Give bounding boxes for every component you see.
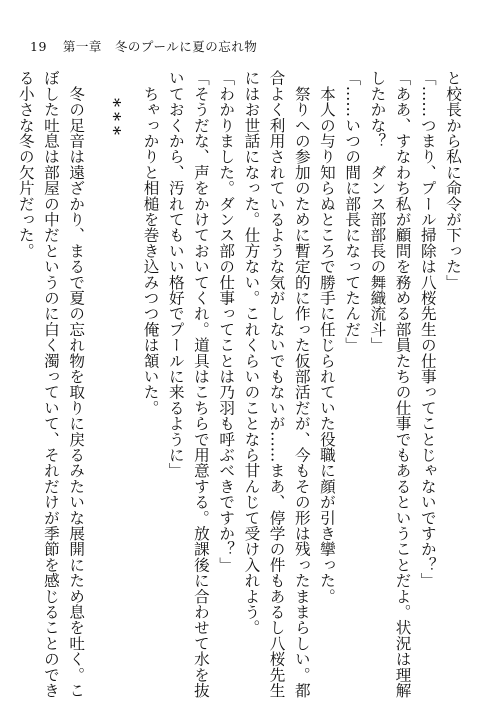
page-number: 19 — [30, 39, 47, 54]
scene-gap — [125, 70, 137, 670]
text-line: と校長から私に命令が下った」 — [444, 70, 462, 290]
text-line: 「わかりました。ダンス部の仕事ってことは乃羽も呼ぶべきですか？」 — [217, 70, 236, 573]
text-line: 本人の与り知らぬところで勝手に任じられていた役職に顔が引き攣った。 — [317, 70, 336, 604]
text-line: にはお世話になった。仕方ない。これくらいのことなら甘んじて受け入れよう。 — [242, 70, 261, 636]
chapter-title: 第一章 冬のプールに夏の忘れ物 — [62, 39, 258, 54]
scene-break-asterisks: *** — [102, 98, 124, 140]
text-line: したかな？ ダンス部部長の舞織流斗」 — [368, 70, 387, 353]
text-line: 「……つまり、プール掃除は八桜先生の仕事ってことじゃないですか？」 — [418, 70, 437, 589]
text-line: ちゃっかりと相槌を巻き込みつつ俺は頷いた。 — [141, 70, 160, 416]
text-line: 「ああ、すなわち私が顧問を務める部員たちの仕事でもあるということだよ。状況は理解 — [393, 70, 412, 698]
running-header — [30, 37, 257, 55]
vertical-text-body — [13, 70, 465, 698]
text-line: 「……いつの間に部長になってたんだ」 — [343, 70, 362, 353]
text-line: 冬の足音は遠ざかり、まるで夏の忘れ物を取りに戻るみたいな展開にため息を吐く。こ — [67, 70, 86, 698]
text-line: 合よく利用されているような気がしないでもないが……まあ、停学の件もあるし八桜先生 — [267, 70, 286, 698]
text-line: いておくから、汚れてもいい格好でプールに来るように」 — [166, 70, 185, 479]
scene-gap — [88, 70, 100, 670]
text-line: 「そうだな、声をかけておいてくれ。道具はこちらで用意する。放課後に合わせて水を抜 — [191, 70, 210, 698]
text-line: ぼした吐息は部屋の中だというのに白く濁っていて、それだけが季節を感じることのでき — [41, 70, 60, 698]
text-line: る小さな冬の欠片だった。 — [16, 70, 35, 259]
text-line: 祭りへの参加のために暫定的に作った仮部活だが、今もその形は残ったままらしい。都 — [292, 70, 311, 698]
